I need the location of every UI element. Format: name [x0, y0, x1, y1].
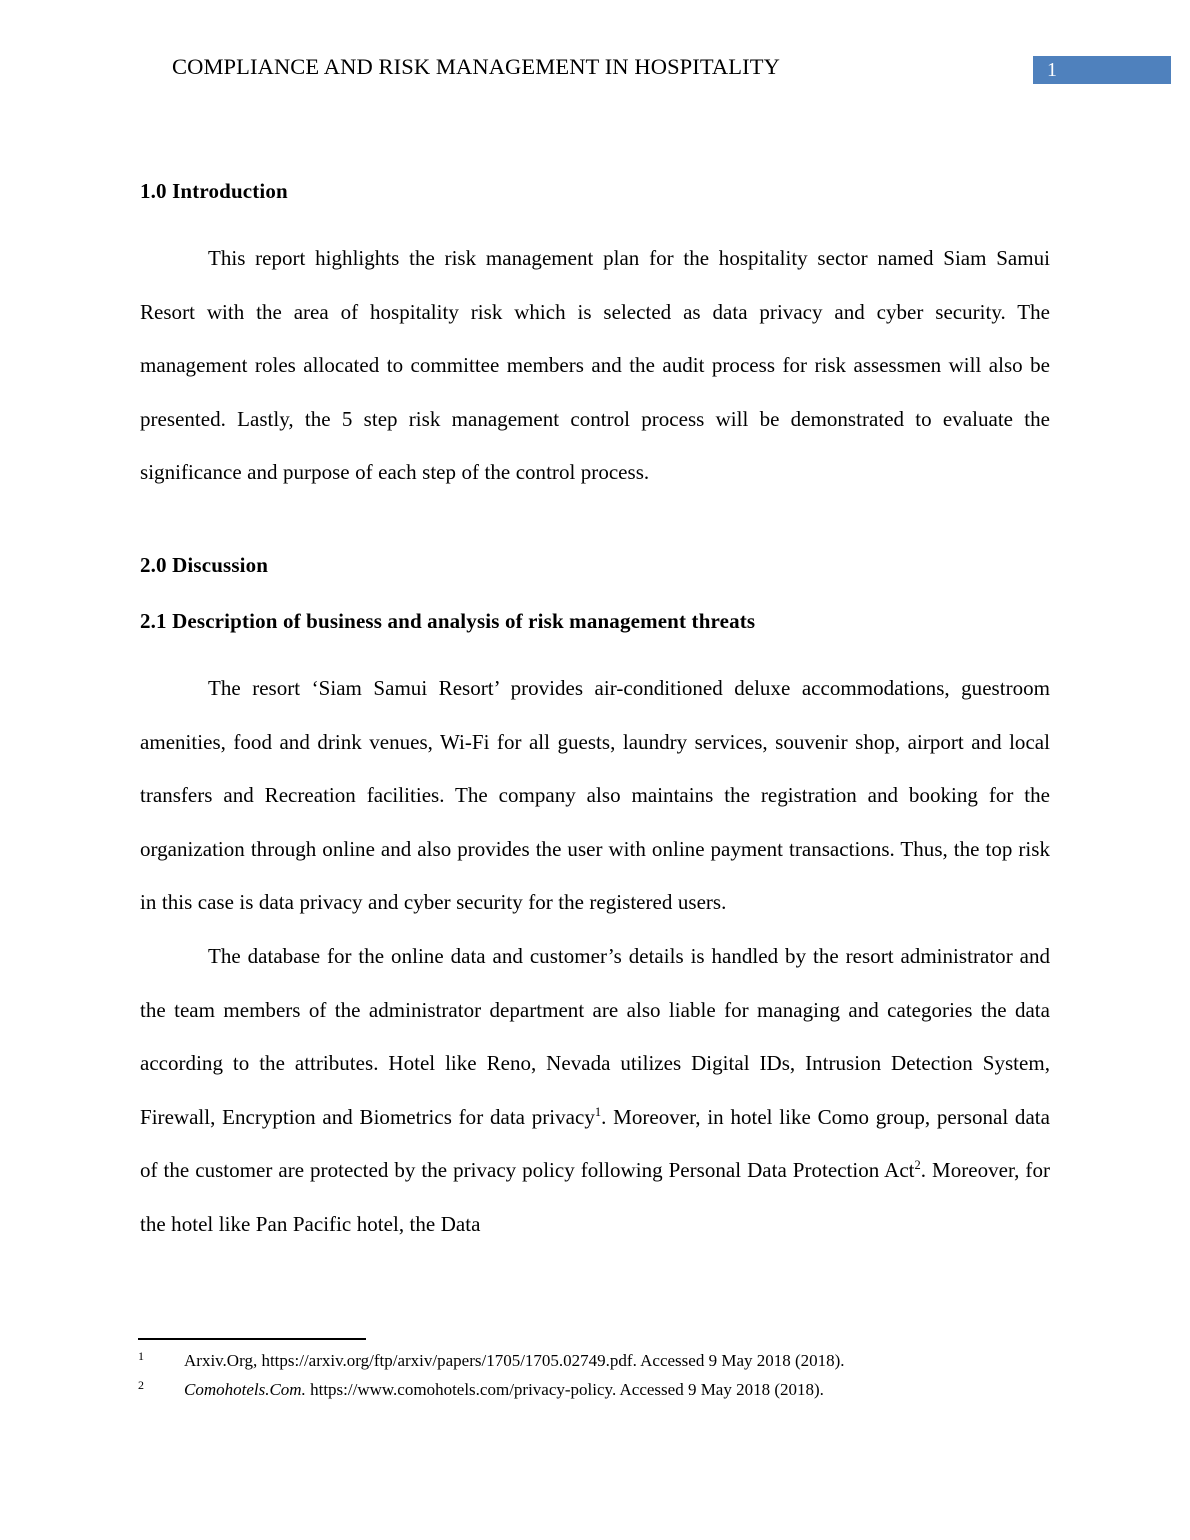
paragraph-database-text-part-2: . Moreover, in hotel like Como group, personal data of the customer are protected by the privacy policy following Personal Data Protection Act [140, 1104, 1050, 1183]
document-header [0, 52, 1190, 88]
paragraph-resort-description: The resort ‘Siam Samui Resort’ provides air-conditioned deluxe accommodations, guestroom amenities, food and drink venues, Wi-Fi for all guests, laundry services, souvenir shop, airport and local transfers and Recreation facilities. The company also maintains the registration and booking for the organization through online and also provides the user with online payment transactions. Thus, the top risk in this case is data privacy and cyber security for the registered users. [140, 675, 1050, 915]
footnote-separator-rule [138, 1338, 366, 1340]
paragraph-introduction: This report highlights the risk management plan for the hospitality sector named Siam Samui Resort with the area of hospitality risk which is selected as data privacy and cyber security. The management roles allocated to committee members and the audit process for risk assessmen will also be presented. Lastly, the 5 step risk management control process will be demonstrated to evaluate the significance and purpose of each step of the control process. [140, 246, 1050, 485]
footnote-source: Comohotels.Com. [184, 1380, 306, 1399]
footnote-reference-1[interactable]: 1 [594, 1104, 602, 1119]
heading-discussion: 2.0 Discussion [140, 552, 269, 577]
paragraph-database-handling [140, 930, 1050, 1252]
footnote-text: https://arxiv.org/ftp/arxiv/papers/1705/1705.02749.pdf. Accessed 9 May 2018 (2018). [261, 1351, 845, 1370]
paragraph-database-text-part-3: . Moreover, for the hotel like Pan Pacific hotel, the Data [140, 1158, 1050, 1236]
heading-description-of-business: 2.1 Description of business and analysis of risk management threats [140, 608, 756, 633]
page-number: 1 [1047, 59, 1057, 81]
spacer [140, 500, 1050, 550]
document-body [140, 176, 1050, 1252]
spacer [140, 206, 1050, 232]
footnote-item [118, 1375, 1078, 1404]
footnote-item [118, 1346, 1078, 1375]
paragraph-database-text-part-1: The database for the online data and customer’s details is handled by the resort administrator and the team members of the administrator department are also liable for managing and categories the data according to the attributes. Hotel like Reno, Nevada utilizes Digital IDs, Intrusion Detection System, Firewall, Encryption and Biometrics for data privacy [140, 943, 1050, 1129]
footnote-text: https://www.comohotels.com/privacy-policy. Accessed 9 May 2018 (2018). [310, 1380, 824, 1399]
footnote-number: 2 [138, 1378, 144, 1392]
footnote-source: Arxiv.Org, [184, 1351, 258, 1370]
footnotes-section [118, 1338, 1078, 1404]
footnote-number: 1 [138, 1349, 144, 1363]
footnote-reference-2[interactable]: 2 [914, 1158, 921, 1173]
heading-introduction: 1.0 Introduction [140, 179, 288, 203]
spacer [140, 636, 1050, 662]
spacer [140, 580, 1050, 606]
page-number-badge [1033, 56, 1171, 84]
header-title: COMPLIANCE AND RISK MANAGEMENT IN HOSPITALITY [172, 54, 780, 79]
